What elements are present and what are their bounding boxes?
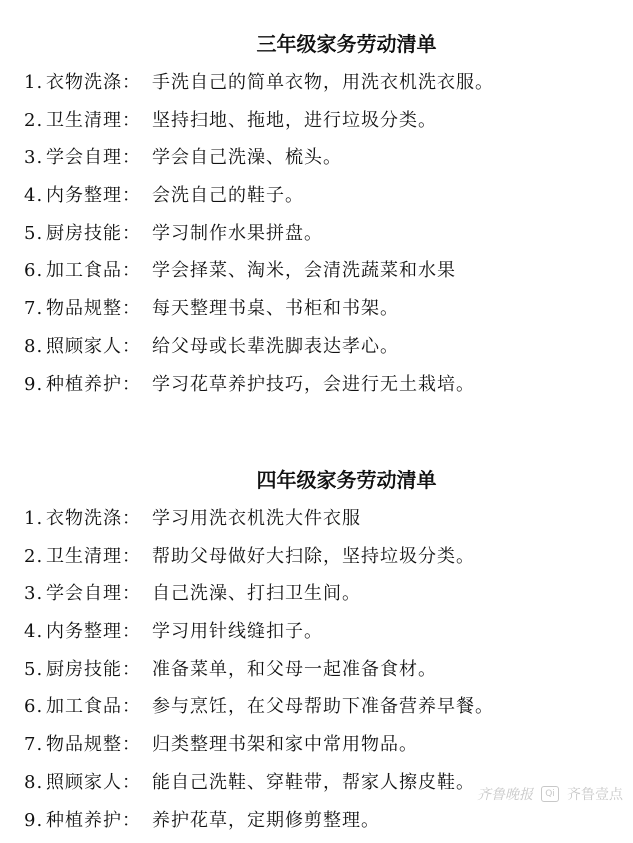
item-text: 自己洗澡、打扫卫生间。	[152, 583, 361, 604]
list-item	[24, 332, 494, 370]
list-item	[24, 655, 494, 693]
item-number: 9.	[24, 370, 46, 400]
watermark-logo: 齐鲁晚报	[477, 784, 533, 804]
item-text: 归类整理书架和家中常用物品。	[152, 734, 418, 755]
list-item	[24, 730, 494, 768]
watermark	[477, 784, 623, 804]
item-number: 8.	[24, 332, 46, 362]
item-text: 学习花草养护技巧，会进行无土栽培。	[152, 374, 475, 395]
item-category: 物品规整：	[46, 294, 152, 324]
item-text: 给父母或长辈洗脚表达孝心。	[152, 336, 399, 357]
grade3-title: 三年级家务劳动清单	[0, 30, 633, 58]
list-item	[24, 542, 494, 580]
item-number: 2.	[24, 542, 46, 572]
list-item	[24, 181, 494, 219]
list-item	[24, 370, 494, 408]
list-item	[24, 256, 494, 294]
list-item	[24, 143, 494, 181]
item-category: 学会自理：	[46, 579, 152, 609]
list-item	[24, 579, 494, 617]
item-category: 内务整理：	[46, 617, 152, 647]
item-category: 卫生清理：	[46, 542, 152, 572]
item-text: 手洗自己的简单衣物，用洗衣机洗衣服。	[152, 72, 494, 93]
item-category: 学会自理：	[46, 143, 152, 173]
item-number: 8.	[24, 768, 46, 798]
item-text: 参与烹饪，在父母帮助下准备营养早餐。	[152, 696, 494, 717]
list-item	[24, 68, 494, 106]
item-text: 学习用洗衣机洗大件衣服	[152, 508, 361, 529]
item-number: 1.	[24, 68, 46, 98]
list-item	[24, 504, 494, 542]
item-number: 5.	[24, 219, 46, 249]
item-category: 物品规整：	[46, 730, 152, 760]
item-category: 厨房技能：	[46, 219, 152, 249]
item-category: 卫生清理：	[46, 106, 152, 136]
item-text: 帮助父母做好大扫除，坚持垃圾分类。	[152, 546, 475, 567]
list-item	[24, 768, 494, 806]
item-number: 5.	[24, 655, 46, 685]
item-category: 照顾家人：	[46, 332, 152, 362]
item-number: 2.	[24, 106, 46, 136]
list-item	[24, 692, 494, 730]
item-category: 加工食品：	[46, 692, 152, 722]
item-number: 4.	[24, 617, 46, 647]
item-number: 3.	[24, 143, 46, 173]
item-number: 6.	[24, 692, 46, 722]
brand-icon: Qi	[541, 786, 559, 802]
list-item	[24, 617, 494, 655]
item-category: 内务整理：	[46, 181, 152, 211]
item-category: 加工食品：	[46, 256, 152, 286]
item-category: 厨房技能：	[46, 655, 152, 685]
list-item	[24, 106, 494, 144]
item-text: 养护花草，定期修剪整理。	[152, 810, 380, 831]
item-text: 每天整理书桌、书柜和书架。	[152, 298, 399, 319]
item-number: 7.	[24, 294, 46, 324]
watermark-brand: 齐鲁壹点	[567, 784, 623, 804]
item-text: 学习用针线缝扣子。	[152, 621, 323, 642]
item-category: 种植养护：	[46, 370, 152, 400]
item-text: 坚持扫地、拖地，进行垃圾分类。	[152, 110, 437, 131]
list-item	[24, 219, 494, 257]
item-number: 1.	[24, 504, 46, 534]
item-number: 3.	[24, 579, 46, 609]
item-number: 9.	[24, 806, 46, 836]
grade4-title: 四年级家务劳动清单	[0, 466, 633, 494]
item-category: 照顾家人：	[46, 768, 152, 798]
grade4-list	[24, 504, 494, 843]
item-category: 衣物洗涤：	[46, 504, 152, 534]
item-category: 衣物洗涤：	[46, 68, 152, 98]
list-item	[24, 806, 494, 843]
item-number: 6.	[24, 256, 46, 286]
item-text: 学习制作水果拼盘。	[152, 223, 323, 244]
item-text: 能自己洗鞋、穿鞋带，帮家人擦皮鞋。	[152, 772, 475, 793]
item-text: 学会自己洗澡、梳头。	[152, 147, 342, 168]
item-text: 准备菜单，和父母一起准备食材。	[152, 659, 437, 680]
item-number: 4.	[24, 181, 46, 211]
item-text: 会洗自己的鞋子。	[152, 185, 304, 206]
list-item	[24, 294, 494, 332]
item-category: 种植养护：	[46, 806, 152, 836]
item-number: 7.	[24, 730, 46, 760]
grade3-list	[24, 68, 494, 407]
item-text: 学会择菜、淘米，会清洗蔬菜和水果	[152, 260, 456, 281]
